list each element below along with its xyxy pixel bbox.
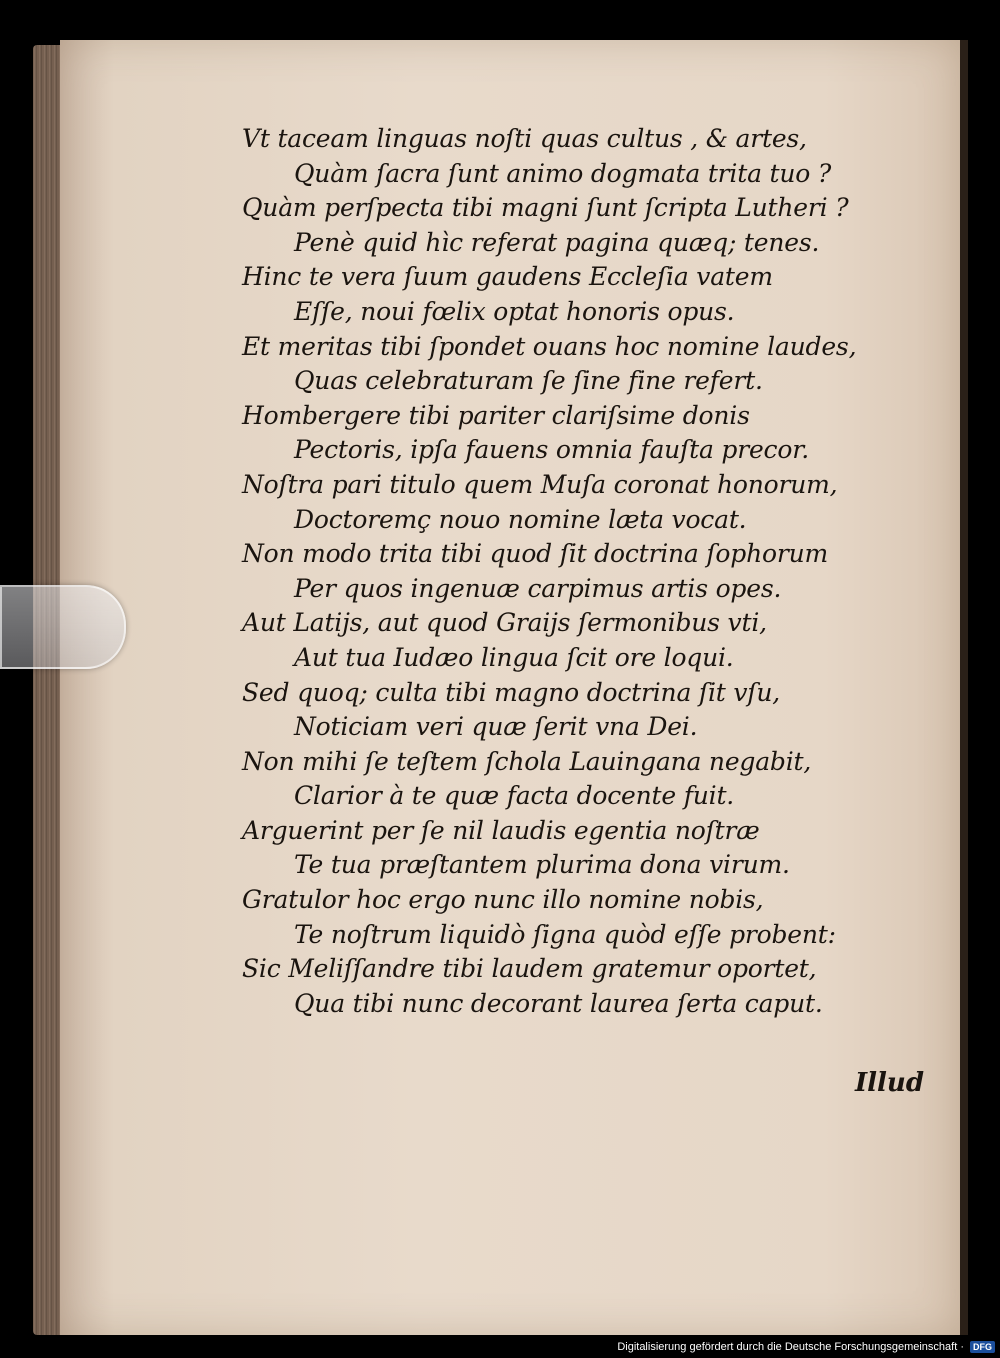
verse-line: Hombergere tibi pariter clariſsime donis bbox=[242, 400, 750, 430]
verse-line: Sed quoq; culta tibi magno doctrina ſit vſu, bbox=[242, 677, 780, 707]
digitization-footer bbox=[590, 1338, 995, 1356]
verse-line: Eſſe, noui fœlix optat honoris opus. bbox=[294, 296, 735, 326]
verse-line: Clarior à te quæ facta docente fuit. bbox=[294, 781, 735, 811]
verse-line: Arguerint per ſe nil laudis egentia noſtræ bbox=[242, 815, 760, 845]
verse-line: Aut Latijs, aut quod Graijs ſermonibus vti, bbox=[242, 608, 767, 638]
verse-line: Aut tua Iudæo lingua ſcit ore loqui. bbox=[294, 642, 734, 672]
book-spine bbox=[960, 40, 968, 1335]
verse-line: Hinc te vera ſuum gaudens Eccleſia vatem bbox=[242, 262, 773, 292]
verse-line: Vt taceam linguas noſti quas cultus , & artes, bbox=[242, 124, 807, 153]
verse-line: Per quos ingenuæ carpimus artis opes. bbox=[294, 573, 782, 603]
book-edge bbox=[33, 45, 63, 1335]
verse-line: Quas celebraturam ſe ſine fine refert. bbox=[294, 366, 763, 396]
catchword: Illud bbox=[855, 1068, 924, 1098]
verse-line: Gratulor hoc ergo nunc illo nomine nobis, bbox=[242, 885, 764, 915]
verse-line: Te noſtrum liquidò ſigna quòd eſſe probent: bbox=[294, 919, 836, 949]
verse-line: Qua tibi nunc decorant laurea ſerta caput. bbox=[294, 988, 823, 1018]
digitization-credit: Digitalisierung gefördert durch die Deutsche Forschungsgemeinschaft · bbox=[617, 1341, 964, 1353]
verse-line: Pectoris, ipſa fauens omnia fauſta precor. bbox=[294, 435, 809, 465]
verse-line: Non mihi ſe teſtem ſchola Lauingana negabit, bbox=[242, 746, 812, 776]
verse-line: Quàm ſacra ſunt animo dogmata trita tuo ? bbox=[294, 158, 832, 188]
verse-line: Non modo trita tibi quod ſit doctrina ſophorum bbox=[242, 539, 828, 569]
verse-text bbox=[242, 122, 942, 1021]
verse-line: Noticiam veri quæ ſerit vna Dei. bbox=[294, 712, 698, 742]
verse-line: Doctoremç nouo nomine læta vocat. bbox=[294, 504, 747, 534]
verse-line: Quàm perſpecta tibi magni ſunt ſcripta Lutheri ? bbox=[242, 193, 849, 223]
verse-line: Penè quid hìc referat pagina quæq; tenes. bbox=[294, 227, 820, 257]
page-clip bbox=[0, 585, 126, 669]
dfg-logo-icon: DFG bbox=[970, 1341, 995, 1353]
verse-line: Te tua præſtantem plurima dona virum. bbox=[294, 850, 790, 880]
verse-line: Et meritas tibi ſpondet ouans hoc nomine laudes, bbox=[242, 331, 857, 361]
verse-line: Noſtra pari titulo quem Muſa coronat honorum, bbox=[242, 469, 838, 499]
verse-line: Sic Meliſſandre tibi laudem gratemur oportet, bbox=[242, 954, 817, 984]
